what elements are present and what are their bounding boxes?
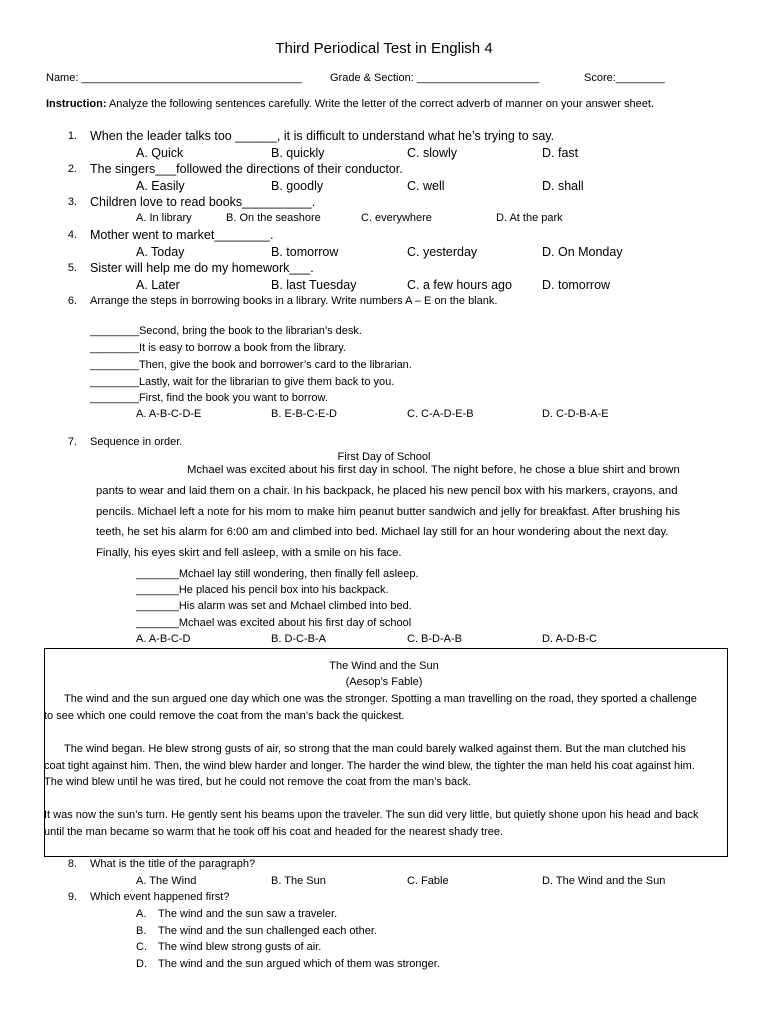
q1-option-b: B. quickly	[271, 146, 325, 160]
q8-text: What is the title of the paragraph?	[90, 858, 256, 870]
q6-step: ________Then, give the book and borrower’s card to the librarian.	[90, 359, 412, 371]
q5-option-b: B. last Tuesday	[271, 278, 357, 292]
q4-option-d: D. On Monday	[542, 245, 623, 259]
score-field: Score:________	[584, 72, 665, 84]
q2-option-a: A. Easily	[136, 179, 185, 193]
q3-option-d: D. At the park	[496, 212, 563, 224]
instruction	[46, 98, 654, 110]
q5-option-a: A. Later	[136, 278, 180, 292]
q6-step: ________Second, bring the book to the librarian’s desk.	[90, 325, 362, 337]
q9-choice-letter: D.	[136, 958, 147, 970]
q6-number: 6.	[67, 295, 77, 307]
q9-choice-text: The wind and the sun challenged each other.	[158, 925, 377, 937]
fable-line: The wind blew until he was tired, but he could not remove the coat from the man’s back.	[44, 776, 472, 788]
q8-option-d: D. The Wind and the Sun	[542, 875, 666, 887]
fable-line: It was now the sun’s turn. He gently sent his beams upon the traveler. The sun did very little, but quietly shone upon his head and back	[44, 809, 699, 821]
q9-choice-letter: A.	[136, 908, 147, 920]
q7-option-c: C. B-D-A-B	[407, 633, 462, 645]
page-title: Third Periodical Test in English 4	[275, 40, 493, 57]
q6-text: Arrange the steps in borrowing books in a library. Write numbers A – E on the blank.	[90, 295, 498, 307]
fable-line: The wind and the sun argued one day which one was the stronger. Spotting a man travelling on the road, they sported a challenge	[64, 693, 697, 705]
fable-line: until the man became so warm that he took off his coat and headed for the nearest shady tree.	[44, 826, 504, 838]
q8-option-c: C. Fable	[407, 875, 449, 887]
q6-step: ________First, find the book you want to borrow.	[90, 392, 328, 404]
q1-text: When the leader talks too ______, it is difficult to understand what he’s trying to say.	[90, 129, 555, 143]
q2-option-c: C. well	[407, 179, 445, 193]
q1-option-d: D. fast	[542, 146, 579, 160]
q5-option-c: C. a few hours ago	[407, 278, 512, 292]
q3-option-c: C. everywhere	[361, 212, 432, 224]
q5-option-d: D. tomorrow	[542, 278, 611, 292]
q7-option-a: A. A-B-C-D	[136, 633, 191, 645]
q4-text: Mother went to market________.	[90, 228, 274, 242]
q1-number: 1.	[67, 130, 77, 142]
q3-number: 3.	[67, 196, 77, 208]
q7-number: 7.	[67, 436, 77, 448]
q7-step: _______Mchael was excited about his first day of school	[136, 617, 412, 629]
fable-title: The Wind and the Sun	[329, 660, 439, 672]
story-line: Finally, his eyes skirt and fell asleep, with a smile on his face.	[96, 547, 402, 559]
q2-text: The singers___followed the directions of their conductor.	[90, 162, 403, 176]
q7-option-b: B. D-C-B-A	[271, 633, 326, 645]
q7-text: Sequence in order.	[90, 436, 183, 448]
q2-option-d: D. shall	[542, 179, 584, 193]
q7-option-d: D. A-D-B-C	[542, 633, 597, 645]
q6-option-a: A. A-B-C-D-E	[136, 408, 202, 420]
q2-option-b: B. goodly	[271, 179, 324, 193]
q1-option-c: C. slowly	[407, 146, 458, 160]
q9-choice-text: The wind blew strong gusts of air.	[158, 941, 322, 953]
story-line: pencils. Michael left a note for his mom to make him peanut butter sandwich and jelly for breakfast. After brushing his	[96, 506, 680, 518]
q9-choice-letter: B.	[136, 925, 147, 937]
q8-option-a: A. The Wind	[136, 875, 197, 887]
story-title: First Day of School	[337, 451, 431, 463]
q3-option-b: B. On the seashore	[226, 212, 321, 224]
fable-line: coat tight against him. Then, the wind blew harder and longer. The harder the wind blew, the tighter the man held his coat against him.	[44, 760, 695, 772]
story-line: teeth, he set his alarm for 6:00 am and climbed into bed. Michael lay still for an hour wondering about the next day.	[96, 526, 669, 538]
q3-text: Children love to read books__________.	[90, 195, 316, 209]
q7-step: _______Mchael lay still wondering, then finally fell asleep.	[136, 568, 419, 580]
q2-number: 2.	[67, 163, 77, 175]
q4-option-a: A. Today	[136, 245, 185, 259]
q9-number: 9.	[67, 891, 77, 903]
fable-subtitle: (Aesop’s Fable)	[345, 676, 423, 688]
grade-section-field: Grade & Section: ____________________	[330, 72, 540, 84]
q6-option-c: C. C-A-D-E-B	[407, 408, 474, 420]
fable-line: The wind began. He blew strong gusts of air, so strong that the man could barely walked against them. But the man clutched his	[64, 743, 686, 755]
story-line: pants to wear and laid them on a chair. In his backpack, he placed his new pencil box with his markers, crayons, and	[96, 485, 678, 497]
q7-step: _______He placed his pencil box into his backpack.	[136, 584, 389, 596]
name-field: Name: ____________________________________	[46, 72, 302, 84]
q5-text: Sister will help me do my homework___.	[90, 261, 314, 275]
q5-number: 5.	[67, 262, 77, 274]
q9-choice-letter: C.	[136, 941, 147, 953]
q6-option-b: B. E-B-C-E-D	[271, 408, 337, 420]
instruction-label: Instruction:	[46, 98, 107, 110]
q9-choice-text: The wind and the sun argued which of them was stronger.	[158, 958, 440, 970]
q8-number: 8.	[67, 858, 77, 870]
q8-option-b: B. The Sun	[271, 875, 326, 887]
q4-option-b: B. tomorrow	[271, 245, 339, 259]
q6-step: ________Lastly, wait for the librarian to give them back to you.	[90, 376, 395, 388]
q3-option-a: A. In library	[136, 212, 192, 224]
q4-option-c: C. yesterday	[407, 245, 478, 259]
q9-text: Which event happened first?	[90, 891, 230, 903]
q4-number: 4.	[67, 229, 77, 241]
q9-choice-text: The wind and the sun saw a traveler.	[158, 908, 338, 920]
q1-option-a: A. Quick	[136, 146, 184, 160]
q6-option-d: D. C-D-B-A-E	[542, 408, 609, 420]
fable-line: to see which one could remove the coat from the man’s back the quickest.	[44, 710, 405, 722]
q6-step: ________It is easy to borrow a book from the library.	[90, 342, 346, 354]
q7-step: _______His alarm was set and Mchael climbed into bed.	[136, 600, 412, 612]
story-line: Mchael was excited about his first day in school. The night before, he chose a blue shirt and brown	[187, 464, 680, 476]
instruction-text: Analyze the following sentences carefully. Write the letter of the correct adverb of manner on your answer sheet.	[106, 98, 654, 110]
